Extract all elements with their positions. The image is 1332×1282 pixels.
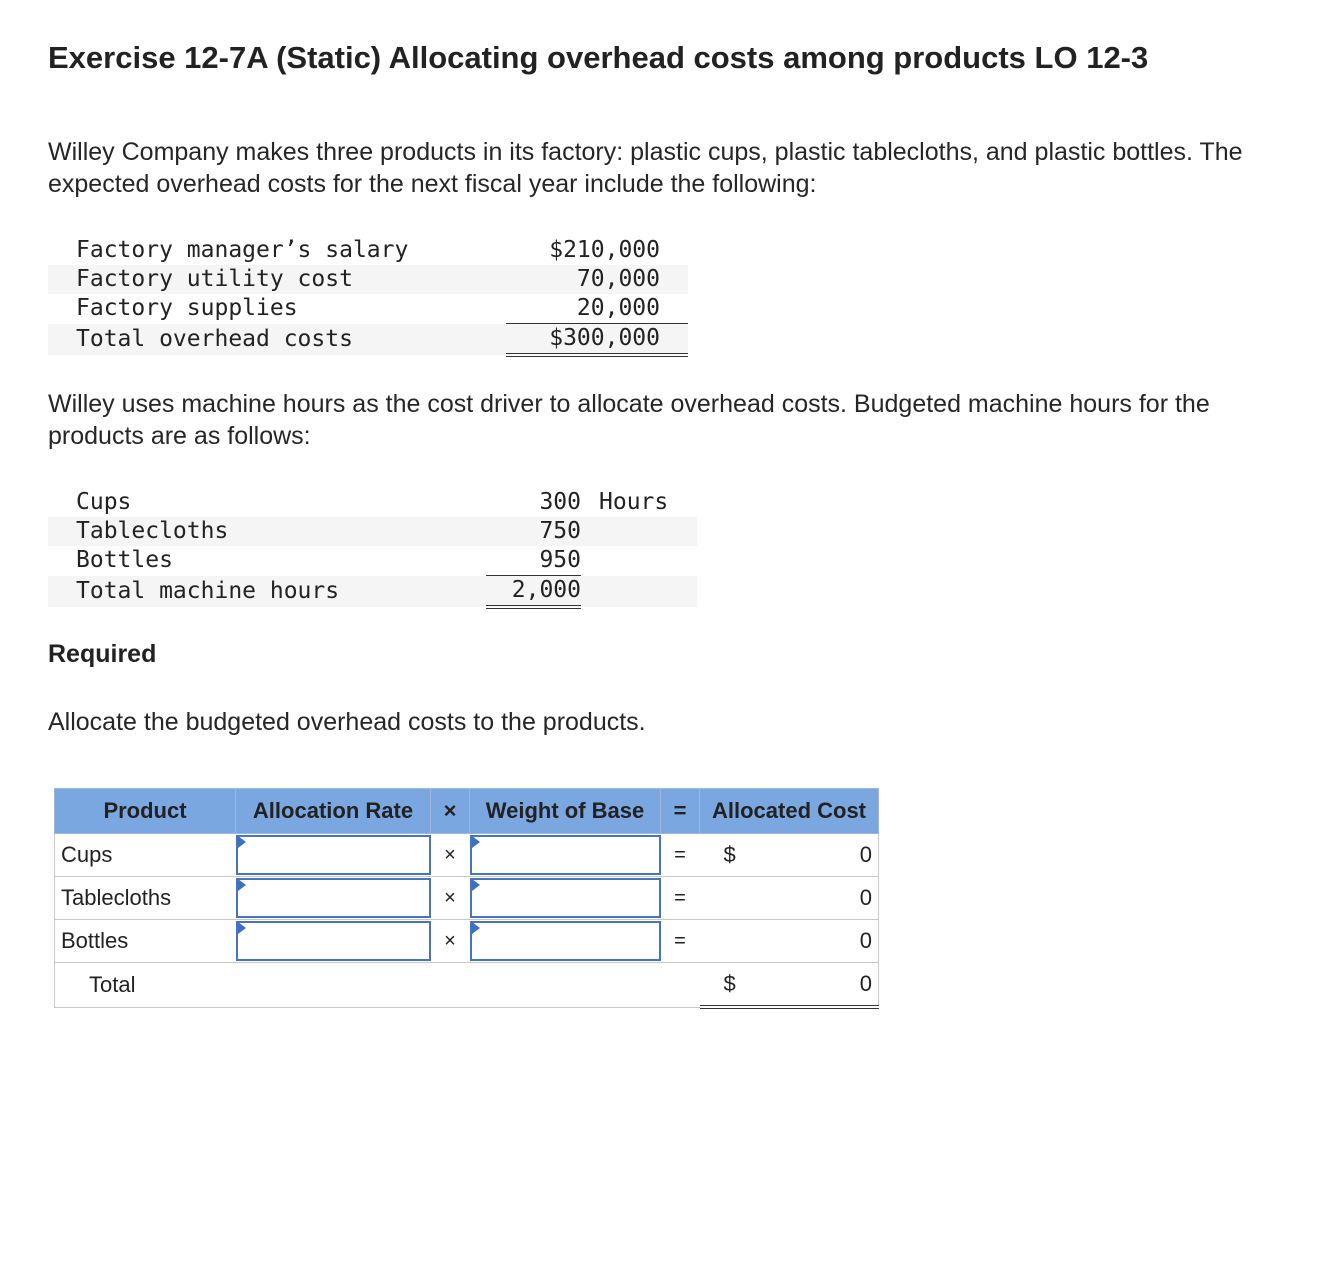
driver-paragraph: Willey uses machine hours as the cost driver to allocate overhead costs. Budgeted machine hours for the products are as follows:	[48, 390, 1210, 450]
cell-flag-icon	[238, 879, 246, 891]
dollar-sign: $	[723, 842, 736, 867]
overhead-label: Factory utility cost	[48, 265, 506, 294]
allocation-table	[54, 788, 879, 1009]
machine-hours-table	[48, 488, 697, 609]
weight-of-base-cell	[470, 920, 661, 963]
cell-flag-icon	[238, 836, 246, 848]
cell-flag-icon	[472, 836, 480, 848]
equals-symbol: =	[661, 877, 700, 920]
times-symbol: ×	[431, 834, 470, 877]
overhead-label: Factory manager’s salary	[76, 237, 409, 263]
allocation-rate-cell	[236, 877, 431, 920]
equals-symbol: =	[661, 834, 700, 877]
header-weight-of-base: Weight of Base	[470, 789, 661, 834]
overhead-row	[48, 294, 688, 324]
total-cost-value: 0	[859, 971, 872, 996]
overhead-value: $210,000	[549, 237, 660, 263]
allocation-rate-input-cups[interactable]	[236, 835, 431, 875]
product-label: Bottles	[55, 920, 236, 963]
header-times: ×	[431, 789, 470, 834]
total-cost-cell	[700, 963, 879, 1008]
weight-of-base-input-bottles[interactable]	[470, 921, 661, 961]
product-label: Tablecloths	[55, 877, 236, 920]
intro-paragraph: Willey Company makes three products in its factory: plastic cups, plastic tablecloths, and plastic bottles. The expected overhead costs for the next fiscal year include the following:	[48, 138, 1243, 198]
allocation-total-row	[55, 963, 879, 1008]
weight-of-base-cell	[470, 877, 661, 920]
header-allocated-cost: Allocated Cost	[700, 789, 879, 834]
hours-row	[48, 546, 697, 576]
allocated-cost-value: 0	[859, 842, 872, 867]
dollar-sign: $	[723, 971, 736, 996]
allocation-rate-input-bottles[interactable]	[236, 921, 431, 961]
instruction-text: Allocate the budgeted overhead costs to the products.	[48, 708, 646, 736]
overhead-costs-table	[48, 236, 688, 357]
overhead-label: Factory supplies	[76, 295, 298, 322]
hours-total-row	[48, 576, 697, 608]
hours-value: 750	[486, 517, 581, 546]
allocated-cost-value: 0	[859, 928, 872, 953]
equals-symbol: =	[661, 920, 700, 963]
allocated-cost-cell	[700, 920, 879, 963]
hours-label: Tablecloths	[48, 517, 486, 546]
overhead-value: 70,000	[506, 265, 688, 294]
overhead-row	[48, 265, 688, 294]
overhead-total-label: Total overhead costs	[48, 324, 506, 356]
allocated-cost-cell	[700, 877, 879, 920]
allocation-header-row	[55, 789, 879, 834]
hours-unit: Hours	[599, 489, 669, 515]
overhead-value: 20,000	[576, 295, 660, 321]
allocation-row-bottles	[55, 920, 879, 963]
total-label: Total	[55, 963, 700, 1008]
hours-value: 300	[539, 489, 581, 515]
product-label: Cups	[55, 834, 236, 877]
overhead-total-row	[48, 324, 688, 356]
hours-row	[48, 488, 697, 517]
allocated-cost-value: 0	[859, 885, 872, 910]
page-title: Exercise 12-7A (Static) Allocating overhead costs among products LO 12-3	[48, 40, 1149, 75]
required-heading: Required	[48, 640, 157, 668]
overhead-row	[48, 236, 688, 265]
hours-row	[48, 517, 697, 546]
cell-flag-icon	[472, 879, 480, 891]
allocation-row-cups	[55, 834, 879, 877]
hours-label: Bottles	[76, 547, 173, 574]
header-equals: =	[661, 789, 700, 834]
hours-total-label: Total machine hours	[48, 576, 486, 608]
header-allocation-rate: Allocation Rate	[236, 789, 431, 834]
hours-total-value: 2,000	[486, 576, 581, 608]
allocation-rate-input-tablecloths[interactable]	[236, 878, 431, 918]
times-symbol: ×	[431, 920, 470, 963]
weight-of-base-input-cups[interactable]	[470, 835, 661, 875]
allocation-rate-cell	[236, 920, 431, 963]
allocation-row-tablecloths	[55, 877, 879, 920]
times-symbol: ×	[431, 877, 470, 920]
allocation-rate-cell	[236, 834, 431, 877]
allocated-cost-cell	[700, 834, 879, 877]
weight-of-base-cell	[470, 834, 661, 877]
weight-of-base-input-tablecloths[interactable]	[470, 878, 661, 918]
hours-value: 950	[539, 547, 581, 573]
overhead-total-value: $300,000	[506, 324, 688, 356]
header-product: Product	[55, 789, 236, 834]
hours-label: Cups	[76, 489, 132, 515]
cell-flag-icon	[238, 922, 246, 934]
cell-flag-icon	[472, 922, 480, 934]
